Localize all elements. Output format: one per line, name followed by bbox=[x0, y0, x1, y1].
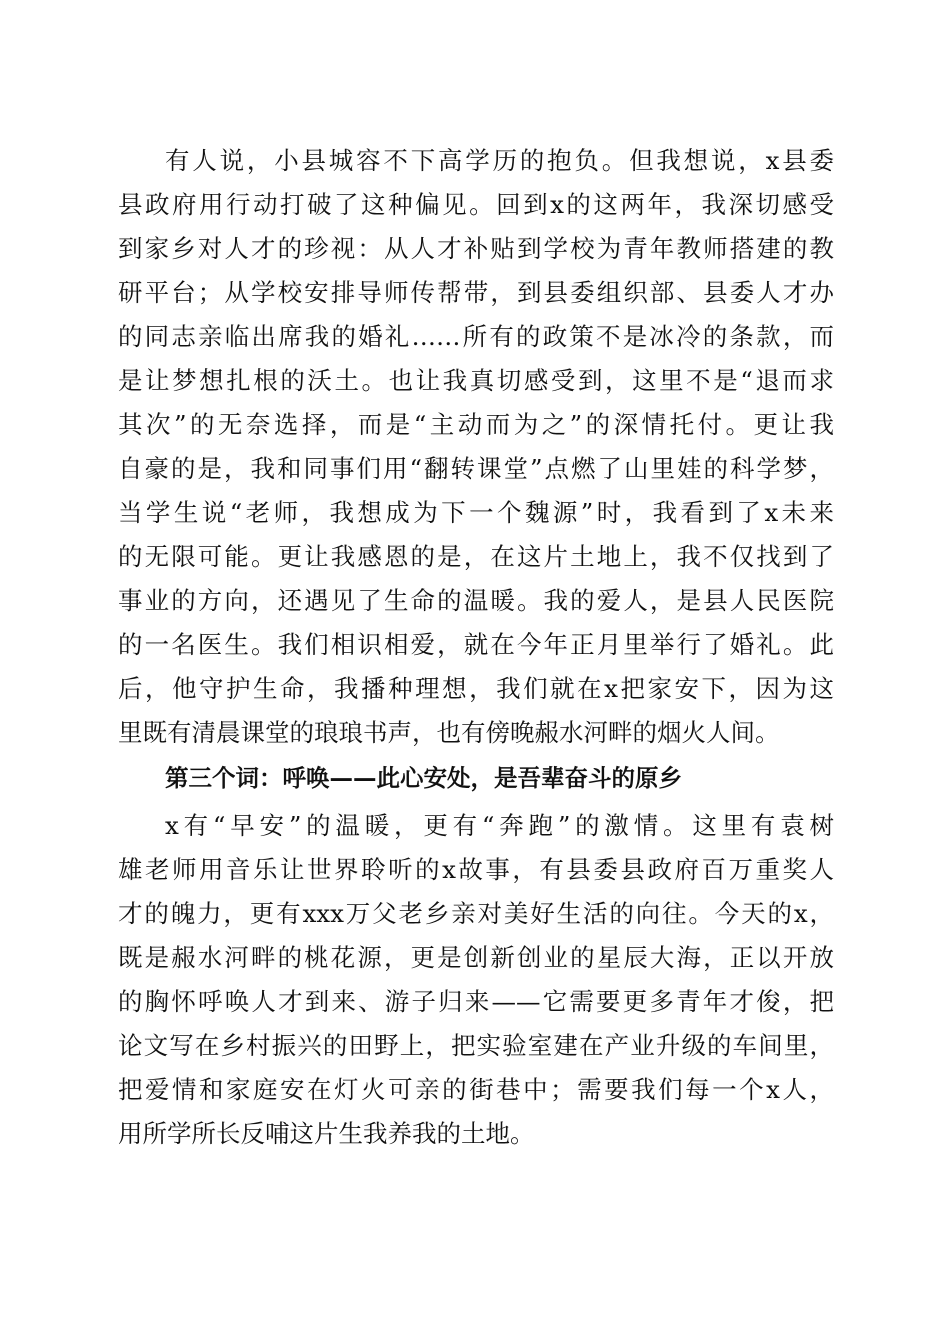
paragraph-1-line-1: 有人说，小县城容不下高学历的抱负。但我想说，x县委 bbox=[165, 146, 834, 175]
paragraph-1-line-9: 当学生说“老师，我想成为下一个魏源”时，我看到了x未来 bbox=[118, 498, 834, 527]
paragraph-1-line-11: 事业的方向，还遇见了生命的温暖。我的爱人，是县人民医院 bbox=[118, 586, 834, 615]
paragraph-1-line-8: 自豪的是，我和同事们用“翻转课堂”点燃了山里娃的科学梦， bbox=[118, 454, 834, 483]
paragraph-2-line-8: 用所学所长反哺这片生我养我的土地。 bbox=[118, 1119, 535, 1148]
paragraph-1-line-5: 的同志亲临出席我的婚礼……所有的政策不是冰冷的条款，而 bbox=[118, 322, 834, 351]
paragraph-1-line-7: 其次”的无奈选择，而是“主动而为之”的深情托付。更让我 bbox=[118, 410, 834, 439]
paragraph-1-line-3: 到家乡对人才的珍视：从人才补贴到学校为青年教师搭建的教 bbox=[118, 234, 834, 263]
paragraph-1-line-6: 是让梦想扎根的沃土。也让我真切感受到，这里不是“退而求 bbox=[118, 366, 834, 395]
paragraph-1-line-12: 的一名医生。我们相识相爱，就在今年正月里举行了婚礼。此 bbox=[118, 630, 834, 659]
section-heading: 第三个词：呼唤——此心安处，是吾辈奋斗的原乡 bbox=[165, 764, 682, 792]
paragraph-2-line-6: 论文写在乡村振兴的田野上，把实验室建在产业升级的车间里， bbox=[118, 1031, 834, 1060]
paragraph-2-line-3: 才的魄力，更有xxx万父老乡亲对美好生活的向往。今天的x， bbox=[118, 899, 834, 928]
paragraph-2-line-7: 把爱情和家庭安在灯火可亲的街巷中；需要我们每一个x人， bbox=[118, 1075, 834, 1104]
paragraph-1-line-14: 里既有清晨课堂的琅琅书声，也有傍晚赧水河畔的烟火人间。 bbox=[118, 718, 780, 747]
paragraph-1-line-4: 研平台；从学校安排导师传帮带，到县委组织部、县委人才办 bbox=[118, 278, 834, 307]
paragraph-1-line-13: 后，他守护生命，我播种理想，我们就在x把家安下，因为这 bbox=[118, 674, 834, 703]
paragraph-1-line-2: 县政府用行动打破了这种偏见。回到x的这两年，我深切感受 bbox=[118, 190, 834, 219]
paragraph-2-line-4: 既是赧水河畔的桃花源，更是创新创业的星辰大海，正以开放 bbox=[118, 943, 834, 972]
paragraph-2-line-5: 的胸怀呼唤人才到来、游子归来——它需要更多青年才俊，把 bbox=[118, 987, 834, 1016]
paragraph-1-line-10: 的无限可能。更让我感恩的是，在这片土地上，我不仅找到了 bbox=[118, 542, 834, 571]
paragraph-2-line-2: 雄老师用音乐让世界聆听的x故事，有县委县政府百万重奖人 bbox=[118, 855, 834, 884]
paragraph-2-line-1: x有“早安”的温暖，更有“奔跑”的激情。这里有袁树 bbox=[165, 811, 834, 840]
